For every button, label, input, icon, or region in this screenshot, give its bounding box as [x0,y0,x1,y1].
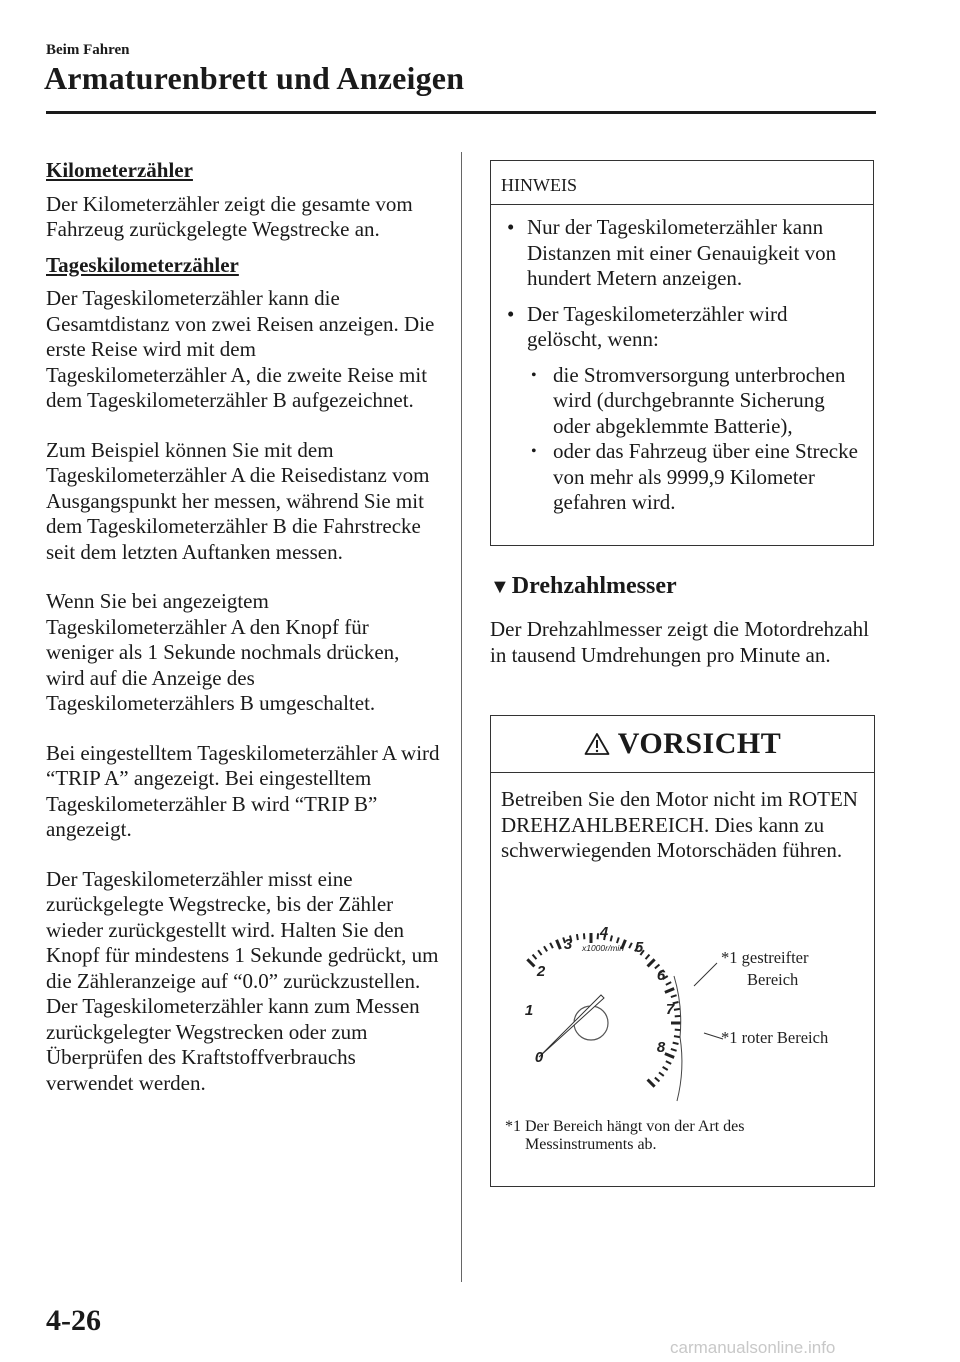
trip-paragraph: Der Tageskilometerzähler kann die Gesamtdistanz von zwei Reisen anzeigen. Die erste Reise wird mit dem Tageskilometerzähler A, die zweite Reise mit dem Tageskilometerzähler B aufgezeichnet. [46,286,435,412]
gauge-number: 5 [634,939,644,956]
trip-paragraph: Bei eingestelltem Tageskilometerzähler A wird “TRIP A” angezeigt. Bei eingestelltem Tageskilometerzähler B wird “TRIP B” angezeigt. [46,740,440,841]
column-divider [461,152,462,1282]
page-number: 4-26 [46,1304,101,1337]
gauge-number: 0 [534,1049,544,1066]
gauge-tick [671,995,677,997]
odometer-text: Der Kilometerzähler zeigt die gesamte vom Fahrzeug zurückgelegte Wegstrecke an. [46,191,413,241]
header-rule [46,111,876,114]
gauge-tick [674,1036,680,1037]
needle-hub [574,1006,608,1040]
gauge-unit: x1000r/min [581,943,625,953]
gauge-tick [648,959,655,966]
gauge-number: 3 [563,936,573,953]
warning-triangle-icon [584,732,610,756]
gauge-ticks [524,933,681,1087]
striped-zone-arc [674,976,681,1037]
trip-paragraph: Der Tageskilometerzähler misst eine zurückgelegte Wegstrecke, bis der Zähler wieder zurückgestellt wird. Halten Sie den Knopf für mindestens 1 Sekunde gedrückt, um die Zähleranzeige auf “0.0” zurückzustellen. Der Tageskilometerzähler kann zum Messen zurückgelegter Wegstrecken oder zum Überprüfen des Kraftstoffverbrauchs verwendet werden. [46,866,439,1095]
gauge-tick [674,1009,680,1010]
gauge-tick [655,1078,660,1082]
tacho-text: Der Drehzahlmesser zeigt die Motordrehzahl in tausend Umdrehungen pro Minute an. [490,617,870,667]
leader-line-striped [694,963,717,986]
gauge-footnote [505,1118,855,1154]
gauge-tick [666,982,671,985]
tachometer-illustration [491,901,874,1121]
odometer-heading: Kilometerzähler [46,158,193,182]
gauge-number: 8 [656,1039,666,1056]
gauge-tick [665,1054,674,1058]
hinweis-box [490,160,874,546]
gauge-tick [538,950,542,955]
vorsicht-title: VORSICHT [617,727,782,760]
gauge-tick [648,1080,655,1087]
striped-zone-label: Bereich [747,970,799,989]
hinweis-list [491,205,873,516]
trip-paragraph: Wenn Sie bei angezeigtem Tageskilometerzähler A den Knopf für weniger als 1 Sekunde nochmals drücken, wird auf die Anzeige des Tageskilometerzählers B umgeschaltet. [46,589,400,715]
gauge-tick [557,940,561,949]
hinweis-item [501,215,861,292]
gauge-number: 2 [536,963,546,980]
gauge-tick [611,935,612,941]
hinweis-sub-list [527,363,861,516]
red-zone-arc [677,1037,682,1101]
trip-paragraph: Zum Beispiel können Sie mit dem Tageskilometerzähler A die Reisedistanz vom Ausgangspunkt her messen, während Sie mit dem Tageskilometerzähler B die Fahrstrecke seit dem letzten Auftanken messen. [46,437,430,564]
footnote-line: *1 Der Bereich hängt von der Art des [505,1118,745,1135]
gauge-tick [550,943,553,948]
striped-zone-label: *1 gestreifter [721,948,809,967]
gauge-tick [659,1072,664,1076]
gauge-tick [671,1049,677,1051]
site-watermark: carmanualsonline.info [670,1338,836,1357]
gauge-number: 1 [524,1002,534,1019]
gauge-tick [646,955,650,960]
gauge-needle [539,995,604,1057]
left-column [46,158,441,1120]
hinweis-title: HINWEIS [491,161,873,205]
gauge-tick [629,943,632,948]
hinweis-item [501,302,861,516]
page-title: Armaturenbrett und Anzeigen [44,60,465,96]
tacho-heading [490,573,677,600]
gauge-tick [663,1067,668,1070]
gauge-number: 4 [599,924,609,941]
triangle-down-icon: ▼ [490,576,510,598]
tacho-heading-text: Drehzahlmesser [511,573,677,599]
section-label: Beim Fahren [46,42,130,58]
gauge-number: 6 [656,967,666,984]
gauge-number: 7 [665,1001,675,1018]
vorsicht-text: Betreiben Sie den Motor nicht im ROTEN DREHZAHLBEREICH. Dies kann zu schwerwiegenden Motorschäden führen. [501,787,858,862]
vorsicht-header [491,716,874,773]
gauge-tick [544,946,547,951]
hinweis-sub-item: • die Stromversorgung unterbrochen wird (durchgebrannte Sicherung oder abgeklemmte Batterie), [527,363,861,440]
hinweis-item-text: Der Tageskilometerzähler wird gelöscht, wenn: [527,301,788,351]
hinweis-item-text: Nur der Tageskilometerzähler kann Distanzen mit einer Genauigkeit von hundert Metern anzeigen. [527,215,837,290]
trip-heading: Tageskilometerzähler [46,252,239,277]
hinweis-sub-item: • oder das Fahrzeug über eine Strecke von mehr als 9999,9 Kilometer gefahren wird. [527,439,861,516]
vorsicht-box [490,715,875,1187]
footnote-line: Messinstruments ab. [525,1136,657,1153]
red-zone-label: *1 roter Bereich [721,1028,829,1047]
gauge-tick [665,989,674,993]
gauge-tick [527,959,534,966]
gauge-tick [673,1043,679,1044]
gauge-tick [577,934,578,940]
gauge-tick [533,955,537,960]
gauge-tick [666,1061,671,1064]
